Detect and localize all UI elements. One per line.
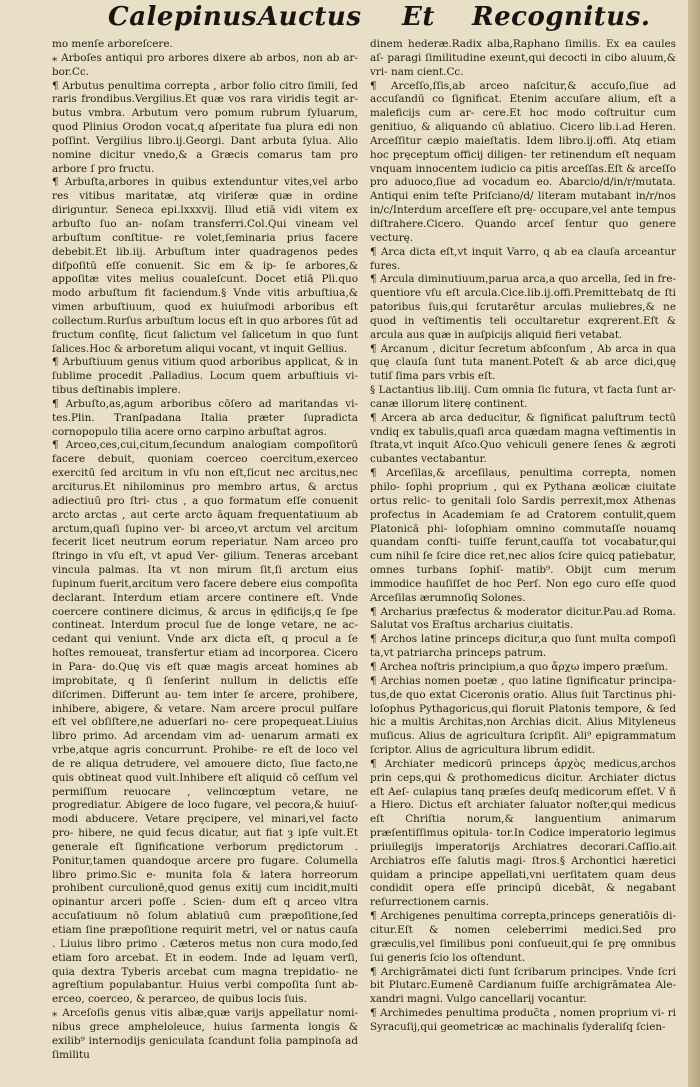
dictionary-entry: ¶ Arbuſto,as,agum arboribus cōſero ad maritandas vi‑ tes.Plin. Tranſpadana Italia præter ſupradicta cornopopulo tilia acere orno carpino arbuſtat agros. (52, 397, 358, 438)
dictionary-entry: § Lactantius lib.iiij. Cum omnia ſic futura, vt facta ſunt ar‑ canæ illorum literę continent. (370, 384, 676, 410)
dictionary-entry: ¶ Arcera ab arca deducitur, & ſignificat paluſtrum tectū vndiq ex tabulis,quaſi arca quædam magna veſtimentis in ſtrata,vt inquit Aſco.Quo vehiculi genere ſenes & ægroti cubantes vectabantur. (370, 411, 676, 466)
dictionary-entry: ⁎ Arceſoſis genus vitis albæ,quæ varijs appellatur nomi‑ nibus grece ampheloleuce, huius ſarmenta longis & exilib⁹ internodijs geniculata ſcandunt folia pampinoſa ad ſimilitu (52, 1007, 358, 1061)
dictionary-entry: ¶ Arcanum , dicitur ſecretum abſconſum , Ab arca in qua quę clauſa ſunt tuta manent.Poteſt & ab arce dici,quę tutiſ ſima pars vrbis eſt. (370, 342, 676, 383)
dictionary-entry: ¶ Arbutus penultima correpta , arbor folio citro ſimili, ſed raris frondibus.Vergilius.Et quæ vos rara viridis tegit ar‑ butus vmbra. Arbutum vero pomum rubrum ſyluarum, quod Plinius Orodon vocat,q aſperitate fua plura edi non poſſint. Vergilius libro.ij.Georgi. Dant arbuta ſylua. Alio nomine dicitur vnedo,& a Græcis comarus tam pro arbore ſ pro fructu. (52, 79, 358, 175)
dictionary-entry: ¶ Archiater medicorū princeps ἀρχὸς medicus,archos prin ceps,qui & prothomedicus dicitur. Archiater dictus eſt Aeſ‑ culapius tanq præſes deuſq medicorum eſſet. V ñ a Hiero. Dictus eſt archiater ſaluator noſter,qui medicus eſt Chriſtia norum,& languentium animarum præſentiſſimus opitula‑ tor.In Codice imperatorio legimus priuilegijs imperatorijs Archiatres decorari.Caſſio.ait Archiatros eſſe ſalutis magi‑ ſtros.§ Archontici hæretici quidam a principe appellati,vni uerſitatem quam deus condidit opera eſſe principū dicebāt, & negabant reſurrectionem carnis. (370, 757, 676, 909)
dictionary-entry: ¶ Arbuſtiuum genus vitium quod arboribus applicat, & in ſublime procedit .Palladius. Locum quem arbuſtiuis vi‑ tibus deſtinabis implere. (52, 356, 358, 397)
header-word-auctus: Auctus (258, 2, 362, 32)
header-word-recognitus: Recognitus. (472, 2, 651, 32)
dictionary-entry: dinem hederæ.Radix alba,Raphano ſimilis. Ex ea caules aſ‑ paragi ſimilitudine exeunt,qui decocti in cibo aluum,& vri‑ nam cient.Cc. (370, 38, 676, 78)
dictionary-entry: ¶ Arca dicta eſt,vt inquit Varro, q ab ea clauſa arceantur fures. (370, 245, 676, 272)
dictionary-entry: ¶ Archigenes penultima correpta,princeps generatiōis di‑ citur.Eſt & nomen celeberrimi medici.Sed pro græculis,vel ſimilibus poni conſueuit,qui ſe prę omnibus ſui generis ſcio los oſtendunt. (370, 910, 676, 964)
page-edge-shadow (688, 0, 700, 1087)
dictionary-entry: ¶ Archimedes penultima produc̄ta , nomen proprium vi‑ ri Syracuſij,qui geometricæ ac machinalis ſyderaliſq ſcien‑ (370, 1007, 676, 1033)
dictionary-entry: ¶ Arbuſta,arbores in quibus extenduntur vites,vel arbo res vitibus maritatæ, atq viriſeræ quæ in ordine diriguntur. Seneca epi.lxxxvij. Illud etiā vidi vitem ex arbuſto ſuo an‑ noſam transferri.Col.Qui vineam vel arbuſtum conſtitue‑ re volet,ſeminaria prius facere debebit.Et lib.iij. Arbuſtum inter quadragenos pedes diſpoſitū eſſe conuenit. Sic em & ip‑ ſe arbores,& appoſitæ vites melius coualeſcunt. Docet etiā Pli.quo modo arbuſtum fit faciendum.§ Vnde vitis arbuſtiua,& vimen arbuſtiuum, quod ex huiuſmodi arboribus eſt collectum.Rurſus arbuſtum locus eſt in quo arbores ſūt ad fructum conſitę, ſicut ſalictum vel ſalicetum in quo ſunt ſalices.Hoc & arboretum aliqui vocant, vt inquit Gellius. (52, 176, 358, 355)
dictionary-entry: ¶ Archarius præfectus & moderator dicitur.Pau.ad Roma. Salutat vos Eraſtus archarius ciuitatis. (370, 605, 676, 632)
dictionary-entry: ¶ Arceſſo,ſſis,ab arceo naſcitur,& accuſo,ſiue ad accuſandū co ſignificat. Etenim accuſare alium, eſt a maleficijs cum ar‑ cere.Et hoc modo coſtruitur cum genitiuo, & aliquando cū ablatiuo. Cicero lib.i.ad Heren. Arceſſitur cæpio maieſtatis. Idem libro.ij.offi. Atq etiam hoc pręceptum officij diligen‑ ter retinendum eſt nequam vnquam innocentem iudicio ca pitis arceſſas.Eſt & arceſſo pro aduoco,ſiue ad vocadum eo. Abarcio/d/in/r/mutata. Antiqui enim teſte Priſciano/d/ literam mutabant in/r/nos in/c/Interdum arceſſere eſt prę‑ occupare,vel ante tempus diſtrahere.Cicero. Quando arceſ ſentur quo genere vecturę. (370, 79, 676, 244)
dictionary-entry: ¶ Archias nomen poetæ , quo latine ſignificatur principa‑ tus,de quo extat Ciceronis oratio. Alius ſuit Tarctinus phi‑ loſophus Pythagoricus,qui floruit Platonis tempore, & ſed hic a multis Architas,non Archias dicit. Alius Mityleneus muſicus. Alius de agricultura ſcripſit. Ali⁹ epigrammatum ſcriptor. Alius de agricultura librum edidit. (370, 674, 676, 757)
header-word-calepinus: Calepinus (108, 2, 257, 32)
right-text-column (370, 38, 676, 1035)
dictionary-entry: mo menſe arboreſcere. (52, 38, 173, 50)
dictionary-entry: ¶ Arceſilas,& arceſilaus, penultima correpta, nomen philo‑ ſophi proprium , qui ex Pythana æolicæ ciuitate ortus relic‑ to genitali ſolo Sardis perrexit,mox Athenas profectus in Academiam ſe ad Cratorem contulit,quem Platonicā phi‑ loſophiam omnino commutaſſe nouamq quandam conſti‑ tuiſſe ferunt,cauſſa tot vocabatur,qui cum nihil ſe ſcire dice ret,nec alios ſcire quicq patiebatur, omnes turbans ſophiſ‑ matib⁹. Obijt cum merum immodice hauſiſſet de hoc Perſ. Non ego curo eſſe quod Arceſilas ærumnoſiq Solones. (370, 467, 676, 604)
left-text-column (52, 38, 358, 1062)
dictionary-entry: ⁎ Arboſes antiqui pro arbores dixere ab arbos, non ab ar‑ bor.Cc. (52, 51, 358, 78)
dictionary-entry: ¶ Archos latine princeps dicitur,a quo ſunt multa compoſi ta,vt patriarcha princeps patrum. (370, 633, 676, 660)
dictionary-entry: ¶ Archea noſtris principium,a quo ἄρχω impero præſum. (370, 660, 669, 673)
running-header (0, 0, 700, 40)
dictionary-entry: ¶ Arceo,ces,cui,citum,ſecundum analogiam compoſitorū facere debuit, quoniam coerceo coercitum,exerceo exercitū ſed arcitum in vſu non eſt,ſicut nec arcitus,nec arciturus.Et nihilominus pro membro artus, & arctus adiectiuū pro ſtri‑ ctus , a quo formatum eſſe conuenit arcto arctas , aut certe arcto āquam frequentatiuum ab arctum,quaſi ſupino ver‑ bi arceo,vt arctum vel arcitum fecerit licet neutrum eorum reperiatur. Nam arceo pro ſtringo in vſu eſt, vt apud Ver‑ gilium. Teneras arcebant vincula palmas. Ita vt non mirum ſit,ſi arctum eius ſupinum fuerit,arcitum vero facere debere eius compoſita declarant. Interdum etiam arcere continere eſt. Vnde coercere continere dicimus, & arcus in ędificijs,q ſe ſpe contineat. Interdum procul ſue de longe vetare, ne ac‑ cedant qui veniunt. Vnde arx dicta eſt, q procul a ſe hoſtes remoueat, transfertur etiam ad incorporea. Cicero in Para‑ do.Quę vis eſt quæ magis arceat homines ab improbitate, q ſi ſenſerint nullum in delictis eſſe diſcrimen. Differunt au‑ tem inter ſe arcere, prohibere, inhibere, abigere, & vetare. Nam arcere procul pulſare eſt vel obſiſtere,ne aduerſari no‑ cere propequeat.Liuius libro primo. Ad arcendam vim ad‑ uenarum armati ex vrbe,atque agris concurrunt. Prohibe‑ re eſt de loco vel de re aliqua detrudere, vel amouere dicto, ſiue facto,ne quis obtineat quod vult.Inhibere eſt aliquid cō ceſſum vel permiſſum reuocare , velincœptum vetare, ne progrediatur. Abigere de loco fugare, vel pecora,& huiuſ‑ modi abducere. Vetare pręcipere, vel minari,vel facto pro‑ hibere, ne quid fecus dicatur, aut fiat ȝ ipſe vult.Et generale eſt ſignificatione verborum prędictorum . Ponitur,tamen quandoque arcere pro fugare. Columella libro primo.Sic e‑ munita fola & latera horreorum prohibent curculionē,quod genus exitij cum incidit,multi opinantur arceri poſſe . Scien‑ dum eſt q arceo vltra accuſatiuum nō ſolum ablatiuū cum præpoſitione,ſed etiam ſine præpoſitione requirit metri, vel or natus cauſa . Liuius libro primo . Cæteros metus non cura modo,ſed etiam foro arcebat. Et in eodem. Inde ad lęuam verſi, quia dextra Tyberis arcebat cum magna trepidatio‑ ne agreſtium populabantur. Huius verbi compoſita ſunt ab‑ erceo, coerceo, & perarceo, de quibus locis ſuis. (52, 439, 358, 1006)
dictionary-entry: ¶ Archigrāmatei dicti ſunt ſcribarum principes. Vnde ſcri bit Plutarc.Eumenē Cardianum fuiſſe archigrāmatea Ale‑ xandri magni. Vulgo cancellarij vocantur. (370, 965, 676, 1006)
header-word-et: Et (402, 2, 435, 32)
dictionary-entry: ¶ Arcula diminutiuum,parua arca,a quo arcella, ſed in fre‑ quentiore vſu eſt arcula.Cice.lib.ij.offi.Premittebatq de ſti patoribus ſuis,qui ſcrutarētur arculas muliebres,& ne quod in veſtimentis teli occultaretur exqrerent.Eſt & arcula aus quæ in auſpicijs aliquid fieri vetabat. (370, 273, 676, 341)
